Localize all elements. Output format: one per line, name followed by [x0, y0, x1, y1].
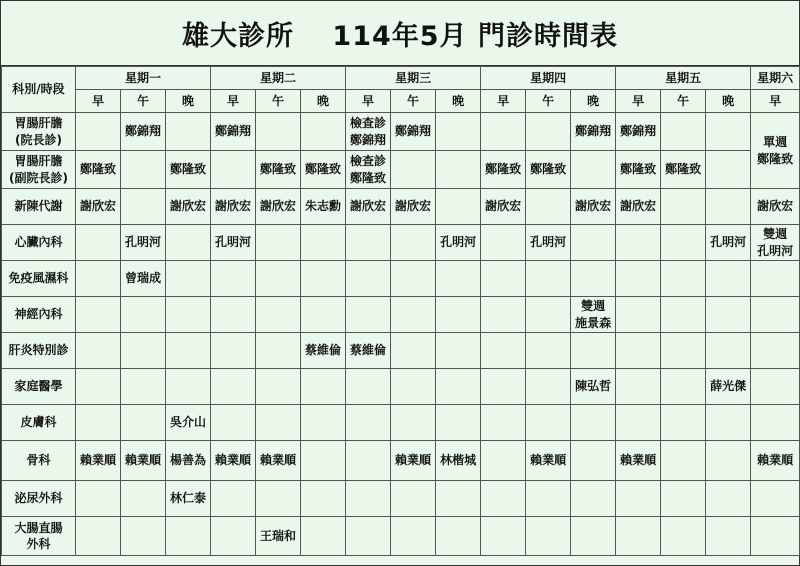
- schedule-cell: [121, 151, 166, 189]
- department-label: 胃腸肝膽 (副院長診): [2, 151, 76, 189]
- schedule-cell: [301, 113, 346, 151]
- schedule-cell: [481, 369, 526, 405]
- schedule-cell: [706, 517, 751, 556]
- schedule-cell: [571, 441, 616, 481]
- schedule-cell: [661, 333, 706, 369]
- schedule-cell: [571, 225, 616, 261]
- schedule-cell: [301, 481, 346, 517]
- schedule-cell: [301, 517, 346, 556]
- schedule-cell: [571, 151, 616, 189]
- schedule-cell: [436, 333, 481, 369]
- schedule-cell: [121, 369, 166, 405]
- schedule-cell: [706, 481, 751, 517]
- schedule-cell: [616, 225, 661, 261]
- period-header: 晚: [436, 90, 481, 113]
- schedule-cell: 吳介山: [166, 405, 211, 441]
- schedule-cell: [76, 405, 121, 441]
- schedule-cell: [436, 189, 481, 225]
- schedule-cell: 謝欣宏: [256, 189, 301, 225]
- schedule-body: [2, 113, 800, 556]
- schedule-cell: [76, 261, 121, 297]
- table-row: [2, 225, 800, 261]
- schedule-cell: [481, 113, 526, 151]
- saturday-cell: [751, 517, 800, 556]
- period-header: 午: [256, 90, 301, 113]
- schedule-cell: [481, 261, 526, 297]
- schedule-cell: [661, 405, 706, 441]
- schedule-cell: 謝欣宏: [391, 189, 436, 225]
- schedule-cell: [661, 189, 706, 225]
- schedule-cell: [121, 405, 166, 441]
- schedule-cell: [76, 333, 121, 369]
- schedule-cell: [526, 333, 571, 369]
- schedule-cell: [481, 225, 526, 261]
- schedule-cell: [571, 333, 616, 369]
- department-label: 泌尿外科: [2, 481, 76, 517]
- schedule-cell: [121, 333, 166, 369]
- schedule-cell: 孔明河: [211, 225, 256, 261]
- schedule-cell: [616, 333, 661, 369]
- day-header: 星期六: [751, 67, 800, 90]
- schedule-cell: [76, 113, 121, 151]
- schedule-cell: [436, 151, 481, 189]
- schedule-cell: [391, 261, 436, 297]
- period-header: 早: [76, 90, 121, 113]
- schedule-cell: [706, 261, 751, 297]
- schedule-cell: [616, 481, 661, 517]
- schedule-cell: [211, 405, 256, 441]
- department-label: 大腸直腸 外科: [2, 517, 76, 556]
- schedule-cell: [571, 481, 616, 517]
- schedule-cell: [166, 113, 211, 151]
- schedule-cell: [481, 297, 526, 333]
- schedule-cell: [391, 369, 436, 405]
- schedule-cell: [121, 481, 166, 517]
- schedule-cell: [256, 405, 301, 441]
- schedule-cell: [166, 333, 211, 369]
- saturday-cell: 謝欣宏: [751, 189, 800, 225]
- schedule-cell: [346, 481, 391, 517]
- schedule-cell: [436, 405, 481, 441]
- department-label: 皮膚科: [2, 405, 76, 441]
- period-header: 午: [121, 90, 166, 113]
- schedule-cell: 陳弘哲: [571, 369, 616, 405]
- table-row: [2, 113, 800, 151]
- schedule-cell: [346, 261, 391, 297]
- schedule-cell: [211, 151, 256, 189]
- schedule-cell: [211, 481, 256, 517]
- schedule-cell: [526, 297, 571, 333]
- schedule-cell: [571, 261, 616, 297]
- schedule-cell: [166, 517, 211, 556]
- schedule-cell: 楊善為: [166, 441, 211, 481]
- schedule-cell: 孔明河: [436, 225, 481, 261]
- schedule-cell: [391, 297, 436, 333]
- schedule-cell: [301, 441, 346, 481]
- period-header: 晚: [166, 90, 211, 113]
- schedule-cell: 鄭隆致: [166, 151, 211, 189]
- saturday-cell: [751, 333, 800, 369]
- schedule-cell: 鄭隆致: [76, 151, 121, 189]
- department-label: 新陳代謝: [2, 189, 76, 225]
- department-label: 免疫風濕科: [2, 261, 76, 297]
- schedule-cell: 孔明河: [121, 225, 166, 261]
- schedule-cell: 蔡維倫: [346, 333, 391, 369]
- period-header: 早: [211, 90, 256, 113]
- schedule-cell: 林楷城: [436, 441, 481, 481]
- schedule-cell: [76, 369, 121, 405]
- department-label: 神經內科: [2, 297, 76, 333]
- schedule-cell: [481, 405, 526, 441]
- table-row: [2, 151, 800, 189]
- schedule-cell: 朱志勳: [301, 189, 346, 225]
- schedule-cell: 謝欣宏: [211, 189, 256, 225]
- schedule-cell: [436, 261, 481, 297]
- period-header: 早: [751, 90, 800, 113]
- schedule-cell: [211, 261, 256, 297]
- schedule-cell: [616, 517, 661, 556]
- schedule-cell: [706, 441, 751, 481]
- department-label: 家庭醫學: [2, 369, 76, 405]
- schedule-cell: 鄭錦翔: [391, 113, 436, 151]
- schedule-cell: [76, 297, 121, 333]
- schedule-cell: 謝欣宏: [571, 189, 616, 225]
- department-label: 肝炎特別診: [2, 333, 76, 369]
- schedule-cell: [76, 225, 121, 261]
- schedule-cell: [256, 369, 301, 405]
- saturday-cell: [751, 297, 800, 333]
- schedule-cell: [481, 517, 526, 556]
- saturday-cell: [751, 369, 800, 405]
- schedule-cell: 謝欣宏: [481, 189, 526, 225]
- saturday-cell: 雙週 孔明河: [751, 225, 800, 261]
- schedule-cell: [256, 225, 301, 261]
- schedule-cell: [481, 333, 526, 369]
- schedule-cell: [346, 225, 391, 261]
- schedule-cell: [76, 481, 121, 517]
- schedule-cell: 孔明河: [526, 225, 571, 261]
- table-row: [2, 441, 800, 481]
- schedule-cell: [481, 481, 526, 517]
- table-row: [2, 261, 800, 297]
- period-header: 午: [526, 90, 571, 113]
- table-row: [2, 369, 800, 405]
- schedule-cell: [616, 405, 661, 441]
- period-header-row: [2, 90, 800, 113]
- schedule-cell: [571, 405, 616, 441]
- schedule-cell: [391, 151, 436, 189]
- schedule-cell: [436, 297, 481, 333]
- schedule-cell: [166, 261, 211, 297]
- schedule-cell: [166, 369, 211, 405]
- schedule-cell: 鄭隆致: [616, 151, 661, 189]
- schedule-cell: [571, 517, 616, 556]
- schedule-cell: [616, 297, 661, 333]
- table-row: [2, 333, 800, 369]
- schedule-cell: [391, 481, 436, 517]
- period-header: 早: [616, 90, 661, 113]
- schedule-cell: [661, 261, 706, 297]
- schedule-cell: [526, 481, 571, 517]
- schedule-cell: 蔡維倫: [301, 333, 346, 369]
- schedule-cell: 謝欣宏: [76, 189, 121, 225]
- period-header: 早: [346, 90, 391, 113]
- department-label: 心臟內科: [2, 225, 76, 261]
- schedule-cell: 鄭錦翔: [571, 113, 616, 151]
- schedule-cell: 謝欣宏: [166, 189, 211, 225]
- schedule-cell: [121, 189, 166, 225]
- day-header-row: [2, 67, 800, 90]
- table-row: [2, 481, 800, 517]
- schedule-cell: [526, 189, 571, 225]
- schedule-cell: [436, 113, 481, 151]
- schedule-cell: [346, 441, 391, 481]
- department-label: 胃腸肝膽 (院長診): [2, 113, 76, 151]
- table-row: [2, 517, 800, 556]
- schedule-cell: 鄭錦翔: [121, 113, 166, 151]
- schedule-cell: [391, 333, 436, 369]
- schedule-cell: [391, 405, 436, 441]
- schedule-cell: [211, 333, 256, 369]
- schedule-cell: 賴業順: [526, 441, 571, 481]
- schedule-cell: [121, 297, 166, 333]
- schedule-cell: [706, 297, 751, 333]
- schedule-cell: 鄭隆致: [481, 151, 526, 189]
- schedule-cell: 鄭隆致: [256, 151, 301, 189]
- schedule-cell: [661, 225, 706, 261]
- schedule-cell: 薛光傑: [706, 369, 751, 405]
- schedule-cell: [301, 225, 346, 261]
- schedule-cell: [391, 225, 436, 261]
- schedule-cell: [166, 297, 211, 333]
- schedule-cell: [526, 113, 571, 151]
- schedule-cell: 賴業順: [616, 441, 661, 481]
- corner-label: 科別/時段: [2, 67, 76, 113]
- period-header: 早: [481, 90, 526, 113]
- schedule-cell: 林仁泰: [166, 481, 211, 517]
- schedule-cell: 謝欣宏: [616, 189, 661, 225]
- schedule-cell: 檢查診 鄭錦翔: [346, 113, 391, 151]
- schedule-cell: 孔明河: [706, 225, 751, 261]
- schedule-cell: [526, 369, 571, 405]
- saturday-cell: 單週 鄭隆致: [751, 113, 800, 189]
- period-header: 午: [391, 90, 436, 113]
- period-header: 晚: [301, 90, 346, 113]
- schedule-cell: [661, 481, 706, 517]
- schedule-cell: 檢查診 鄭隆致: [346, 151, 391, 189]
- schedule-cell: [76, 517, 121, 556]
- schedule-cell: [526, 405, 571, 441]
- table-row: [2, 297, 800, 333]
- schedule-cell: 賴業順: [121, 441, 166, 481]
- day-header: 星期二: [211, 67, 346, 90]
- saturday-cell: [751, 405, 800, 441]
- schedule-cell: [121, 517, 166, 556]
- schedule-cell: [211, 369, 256, 405]
- table-row: [2, 405, 800, 441]
- schedule-cell: [256, 113, 301, 151]
- schedule-cell: 賴業順: [76, 441, 121, 481]
- schedule-cell: 鄭隆致: [661, 151, 706, 189]
- schedule-cell: [346, 405, 391, 441]
- schedule-cell: [661, 297, 706, 333]
- period-header: 晚: [571, 90, 616, 113]
- schedule-cell: 曾瑞成: [121, 261, 166, 297]
- schedule-cell: [436, 369, 481, 405]
- schedule-cell: [706, 151, 751, 189]
- schedule-cell: [346, 517, 391, 556]
- schedule-cell: [211, 297, 256, 333]
- schedule-cell: [391, 517, 436, 556]
- schedule-cell: [256, 261, 301, 297]
- schedule-cell: [436, 517, 481, 556]
- schedule-cell: [346, 369, 391, 405]
- period-header: 午: [661, 90, 706, 113]
- schedule-cell: [436, 481, 481, 517]
- schedule-cell: [301, 261, 346, 297]
- schedule-cell: [256, 481, 301, 517]
- schedule-cell: [256, 297, 301, 333]
- period-header: 晚: [706, 90, 751, 113]
- schedule-cell: [661, 113, 706, 151]
- schedule-cell: [616, 369, 661, 405]
- department-label: 骨科: [2, 441, 76, 481]
- schedule-cell: 鄭隆致: [526, 151, 571, 189]
- schedule-cell: 王瑞和: [256, 517, 301, 556]
- saturday-cell: 賴業順: [751, 441, 800, 481]
- day-header: 星期三: [346, 67, 481, 90]
- table-row: [2, 189, 800, 225]
- schedule-cell: [661, 517, 706, 556]
- schedule-cell: 賴業順: [391, 441, 436, 481]
- schedule-cell: 謝欣宏: [346, 189, 391, 225]
- schedule-cell: [301, 297, 346, 333]
- schedule-cell: 賴業順: [211, 441, 256, 481]
- schedule-cell: 鄭錦翔: [211, 113, 256, 151]
- schedule-cell: [661, 369, 706, 405]
- schedule-cell: [211, 517, 256, 556]
- schedule-cell: [706, 405, 751, 441]
- saturday-cell: [751, 261, 800, 297]
- schedule-cell: [616, 261, 661, 297]
- day-header: 星期五: [616, 67, 751, 90]
- schedule-cell: [526, 261, 571, 297]
- schedule-cell: 賴業順: [256, 441, 301, 481]
- schedule-cell: [706, 113, 751, 151]
- schedule-cell: [301, 405, 346, 441]
- schedule-table: [1, 66, 800, 556]
- schedule-cell: [166, 225, 211, 261]
- schedule-cell: 鄭錦翔: [616, 113, 661, 151]
- schedule-cell: [346, 297, 391, 333]
- schedule-cell: [256, 333, 301, 369]
- schedule-cell: [706, 333, 751, 369]
- schedule-cell: [301, 369, 346, 405]
- schedule-cell: [661, 441, 706, 481]
- schedule-cell: [706, 189, 751, 225]
- schedule-cell: [526, 517, 571, 556]
- schedule-cell: 雙週 施景森: [571, 297, 616, 333]
- schedule-cell: [481, 441, 526, 481]
- saturday-cell: [751, 481, 800, 517]
- page-title: 雄大診所 114年5月 門診時間表: [1, 1, 799, 66]
- schedule-cell: 鄭隆致: [301, 151, 346, 189]
- day-header: 星期一: [76, 67, 211, 90]
- day-header: 星期四: [481, 67, 616, 90]
